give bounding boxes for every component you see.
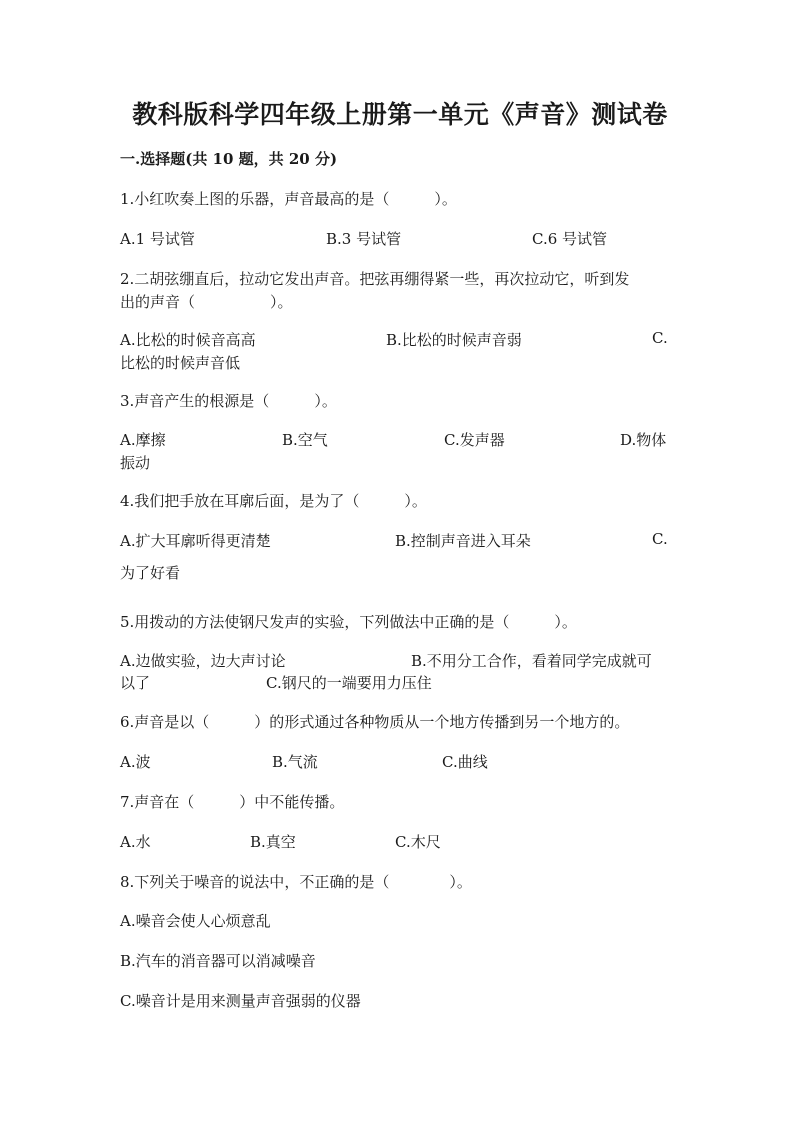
question-7-text: 7.声音在（ ）中不能传播。 (120, 793, 345, 811)
question-3-option-a: A.摩擦 (120, 431, 166, 449)
question-2-option-b: B.比松的时候声音弱 (386, 331, 522, 349)
question-3-option-c: C.发声器 (444, 431, 505, 449)
question-6-option-b: B.气流 (272, 753, 318, 771)
question-5-option-c: C.钢尺的一端要用力压住 (266, 674, 432, 692)
question-8-text: 8.下列关于噪音的说法中，不正确的是（ ）。 (120, 873, 472, 891)
question-5-text: 5.用拨动的方法使钢尺发声的实验，下列做法中正确的是（ ）。 (120, 613, 577, 631)
question-6-text: 6.声音是以（ ）的形式通过各种物质从一个地方传播到另一个地方的。 (120, 713, 630, 731)
question-4-option-c-label: C. (652, 530, 668, 548)
question-1-option-c: C.6 号试管 (532, 230, 608, 248)
question-2-option-a: A.比松的时候音高高 (120, 331, 256, 349)
question-3-option-d-label: D.物体 (620, 431, 667, 449)
question-3-option-d-text: 振动 (120, 454, 151, 472)
question-7-option-c: C.木尺 (395, 833, 441, 851)
question-7-option-a: A.水 (120, 833, 151, 851)
question-4-text: 4.我们把手放在耳廓后面，是为了（ ）。 (120, 492, 427, 510)
question-5-option-a: A.边做实验，边大声讨论 (120, 652, 286, 670)
question-1-text: 1.小红吹奏上图的乐器，声音最高的是（ ）。 (120, 190, 457, 208)
question-5-option-b: B.不用分工合作，看着同学完成就可 (411, 652, 652, 670)
question-5-option-b-cont: 以了 (120, 674, 151, 692)
question-2-text-line-2: 出的声音（ ）。 (120, 293, 293, 311)
question-8-option-b: B.汽车的消音器可以消减噪音 (120, 952, 316, 970)
question-3-text: 3.声音产生的根源是（ ）。 (120, 392, 337, 410)
question-2-option-c-label: C. (652, 329, 668, 347)
question-2-option-c-text: 比松的时候声音低 (120, 354, 241, 372)
question-4-option-a: A.扩大耳廓听得更清楚 (120, 532, 271, 550)
question-7-option-b: B.真空 (250, 833, 296, 851)
page-title: 教科版科学四年级上册第一单元《声音》测试卷 (132, 100, 668, 129)
question-1-option-b: B.3 号试管 (326, 230, 402, 248)
question-8-option-c: C.噪音计是用来测量声音强弱的仪器 (120, 992, 361, 1010)
question-6-option-c: C.曲线 (442, 753, 488, 771)
question-4-option-c-text: 为了好看 (120, 564, 181, 582)
question-1-option-a: A.1 号试管 (120, 230, 195, 248)
question-8-option-a: A.噪音会使人心烦意乱 (120, 912, 271, 930)
question-2-text-line-1: 2.二胡弦绷直后，拉动它发出声音。把弦再绷得紧一些，再次拉动它，听到发 (120, 270, 630, 288)
question-6-option-a: A.波 (120, 753, 151, 771)
question-4-option-b: B.控制声音进入耳朵 (395, 532, 531, 550)
question-3-option-b: B.空气 (282, 431, 328, 449)
section-heading: 一.选择题(共 10 题，共 20 分) (120, 150, 338, 168)
